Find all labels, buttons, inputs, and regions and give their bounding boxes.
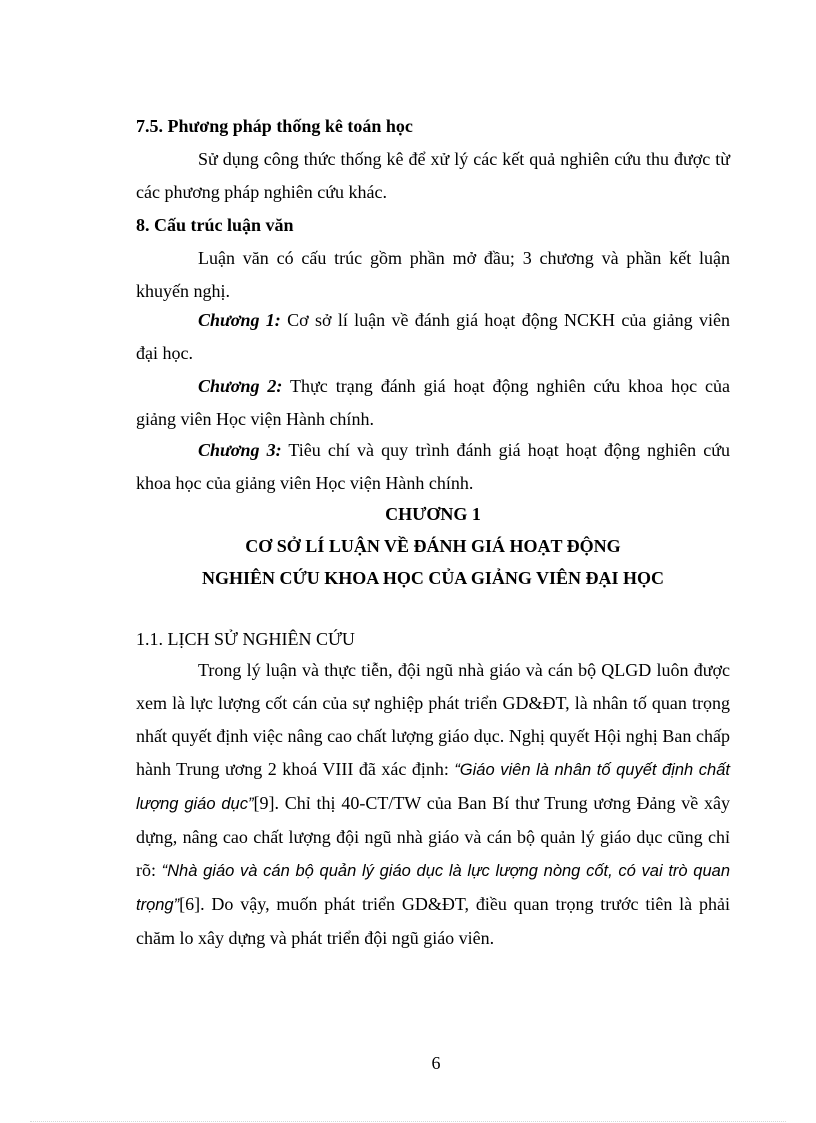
section-8-heading: 8. Cấu trúc luận văn [136, 215, 294, 235]
section-7-5-body: Sử dụng công thức thống kê để xử lý các kết quả nghiên cứu thu được từ các phương pháp nghiên cứu khác. [136, 149, 730, 202]
chapter-title-line-1: CƠ SỞ LÍ LUẬN VỀ ĐÁNH GIÁ HOẠT ĐỘNG [245, 536, 621, 556]
section-1-1-paragraph [136, 654, 730, 955]
section-8-intro: Luận văn có cấu trúc gồm phần mở đầu; 3 chương và phần kết luận khuyến nghị. [136, 248, 730, 301]
chapter-2-summary [136, 370, 730, 436]
paragraph-text-3: [6]. Do vậy, muốn phát triển GD&ĐT, điều quan trọng trước tiên là phải chăm lo xây dựng và phát triển đội ngũ giáo viên. [136, 894, 730, 948]
chapter-number: CHƯƠNG 1 [385, 504, 481, 524]
quote-directive: “Nhà giáo và cán bộ quản lý giáo dục là lực lượng nòng cốt, có vai trò quan trọng” [136, 862, 731, 914]
chapter-title-line-2: NGHIÊN CỨU KHOA HỌC CỦA GIẢNG VIÊN ĐẠI HỌC [201, 568, 665, 588]
page-number: 6 [431, 1053, 441, 1073]
chapter-2-text: Thực trạng đánh giá hoạt động nghiên cứu khoa học của giảng viên Học viện Hành chính. [136, 376, 730, 429]
chapter-3-text: Tiêu chí và quy trình đánh giá hoạt hoạt động nghiên cứu khoa học của giảng viên Học viện Hành chính. [136, 440, 730, 493]
quote-resolution: “Giáo viên là nhân tố quyết định chất lượng giáo dục” [136, 761, 730, 813]
paragraph-text-1: Trong lý luận và thực tiễn, đội ngũ nhà giáo và cán bộ QLGD luôn được xem là lực lượng cốt cán của sự nghiệp phát triển GD&ĐT, là nhân tố quan trọng nhất quyết định việc nâng cao chất lượng giáo dục. Nghị quyết Hội nghị Ban chấp hành Trung ương 2 khoá VIII đã xác định: [136, 660, 730, 779]
chapter-1-label: Chương 1: [198, 310, 281, 330]
chapter-2-label: Chương 2: [198, 376, 283, 396]
section-1-1-heading: 1.1. LỊCH SỬ NGHIÊN CỨU [136, 629, 355, 649]
page-bottom-divider [30, 1121, 786, 1122]
chapter-1-summary [136, 304, 730, 370]
chapter-1-text: Cơ sở lí luận về đánh giá hoạt động NCKH của giảng viên đại học. [136, 310, 730, 363]
section-7-5-heading: 7.5. Phương pháp thống kê toán học [136, 116, 413, 136]
chapter-3-summary [136, 434, 730, 500]
chapter-3-label: Chương 3: [198, 440, 282, 460]
paragraph-text-2: [9]. Chỉ thị 40-CT/TW của Ban Bí thư Trung ương Đảng về xây dựng, nâng cao chất lượng đội ngũ nhà giáo và cán bộ quản lý giáo dục cũng chỉ rõ: [136, 793, 730, 880]
